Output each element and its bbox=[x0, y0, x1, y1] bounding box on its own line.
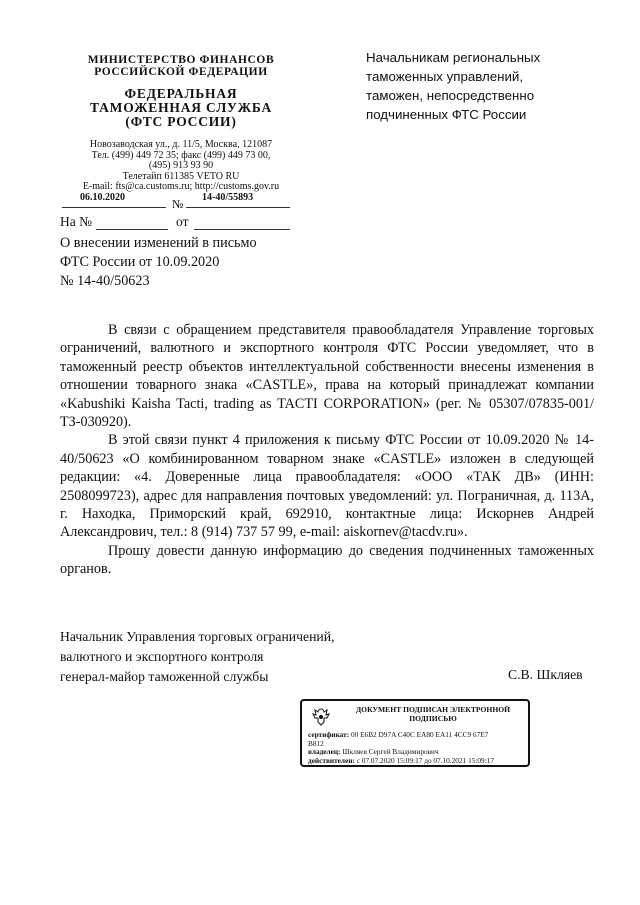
service-name: ФЕДЕРАЛЬНАЯ ТАМОЖЕННАЯ СЛУЖБА (ФТС РОССИИ) bbox=[89, 86, 273, 129]
ministry-header bbox=[60, 54, 302, 193]
na-label: На № bbox=[60, 214, 92, 229]
number-sign: № bbox=[172, 197, 184, 211]
stamp-title: ДОКУМЕНТ ПОДПИСАН ЭЛЕКТРОННОЙ ПОДПИСЬЮ bbox=[355, 705, 511, 723]
number-underline bbox=[186, 207, 290, 208]
body-paragraph-1: В связи с обращением представителя правообладателя Управление торговых ограничений, валютного и экспортного контроля ФТС России уведомляет, что в таможенный реестр объектов интеллектуальной собственности внесены изменения в отношении товарного знака «CASTLE», права на который принадлежат компании «Kabushiki Kaisha Tacti, trading as TACTI CORPORATION» (рег. № 05307/07835-001/ТЗ-030920). bbox=[60, 322, 594, 431]
body-paragraph-2: В этой связи пункт 4 приложения к письму ФТС России от 10.09.2020 № 14-40/50623 «О комбинированном товарном знаке «CASTLE» изложен в следующей редакции: «4. Доверенные лица правообладателя: «ООО «ТАК ДВ» (ИНН: 2508099723), адрес для направления почтовых уведомлений: ул. Пограничная, д. 113А, г. Находка, Приморский край, 692910, контактные лица: Искорнев Андрей Александрович, тел.: 8 (914) 737 57 99, e-mail: aiskornev@tacdv.ru». bbox=[60, 432, 594, 541]
cert-value: 00 E6B2 D97A C40C EA80 EA11 4CC9 67E7 bbox=[350, 731, 489, 739]
signer-name: С.В. Шкляев bbox=[508, 667, 583, 682]
owner-label: владелец: bbox=[308, 748, 341, 757]
recipient-block: Начальникам региональных таможенных управлений, таможен, непосредственно подчиненных ФТС России bbox=[366, 50, 541, 122]
valid-value: с 07.07.2020 15:09:17 до 07.10.2021 15:09:17 bbox=[356, 757, 495, 766]
eagle-emblem-icon bbox=[310, 706, 332, 728]
cert-value-cont: B812 bbox=[308, 739, 324, 748]
service-contacts: Новозаводская ул., д. 11/5, Москва, 121087 Тел. (499) 449 72 35; факс (499) 449 73 00, (495) 913 93 90 Телетайп 611385 VETO RU E-mail: fts@ca.customs.ru; http://customs.gov.ru bbox=[82, 139, 280, 193]
ot-underline bbox=[194, 229, 290, 230]
valid-label: действителен: bbox=[308, 757, 355, 766]
na-underline bbox=[96, 229, 168, 230]
ministry-name: МИНИСТЕРСТВО ФИНАНСОВ РОССИЙСКОЙ ФЕДЕРАЦИИ bbox=[87, 54, 275, 78]
owner-value: Шкляев Сергей Владимирович bbox=[342, 748, 439, 757]
signer-position: Начальник Управления торговых ограничений, валютного и экспортного контроля генерал-майор таможенной службы bbox=[60, 629, 335, 684]
letter-body bbox=[60, 321, 594, 579]
date-underline bbox=[62, 207, 166, 208]
document-number: 14-40/55893 bbox=[202, 192, 254, 203]
body-paragraph-3: Прошу довести данную информацию до сведения подчиненных таможенных органов. bbox=[60, 542, 594, 578]
letter-subject: О внесении изменений в письмо ФТС России от 10.09.2020 № 14-40/50623 bbox=[60, 235, 257, 289]
e-signature-stamp bbox=[300, 699, 530, 767]
stamp-details bbox=[308, 731, 526, 766]
document-date: 06.10.2020 bbox=[80, 192, 125, 203]
ot-label: от bbox=[176, 214, 189, 229]
cert-label: сертификат: bbox=[308, 731, 350, 739]
